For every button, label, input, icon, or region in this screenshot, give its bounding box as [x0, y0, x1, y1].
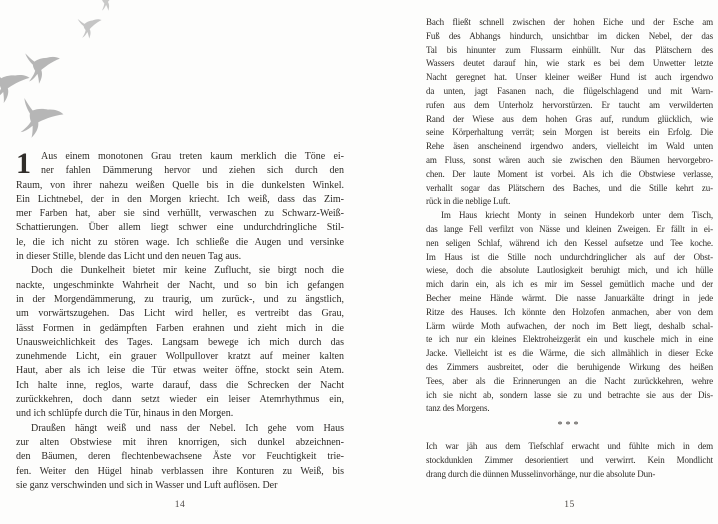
text-line: Rand der Wiese aus dem hohen Gras auf, rundum glücklich, wie: [426, 113, 713, 124]
page-number-right: 15: [564, 500, 575, 510]
text-line: Nacht geregnet hat. Unser kleiner weißer Hund ist auch irgendwo: [426, 72, 713, 83]
text-line: Ein Lichtnebel, der in den Morgen kriecht. Ich weiß, dass das Zim-: [16, 193, 344, 205]
text-line: Schattierungen. Über allem liegt schwer eine undurchdringliche Stil-: [16, 222, 344, 234]
text-line: in dieser Stille, blende das Licht und den neuen Tag aus.: [16, 251, 242, 263]
text-line: das lange Fell verfilzt von Nässe und kleinen Zweigen. Er fällt in ei-: [426, 223, 713, 234]
text-line: drang durch die dünnen Musselinvorhänge, nur die absolute Dun-: [426, 468, 656, 479]
text-line: seine Körperhaltung verrät; sein Morgen ist bereits ein Erfolg. Die: [426, 127, 713, 138]
text-line: Im Haus kriecht Monty in seinen Hundekorb unter dem Tisch,: [441, 210, 713, 221]
text-line: Aus einem monotonen Grau treten kaum merklich die Töne ei-: [41, 151, 344, 162]
text-line: Bach fließt schnell zwischen der hohen Eiche und der Esche am: [426, 17, 713, 27]
text-line: mer Farben hat, aber sie sind verhüllt, verwaschen zu Schwarz-Weiß-: [16, 208, 344, 220]
left-page-text: [16, 147, 344, 493]
page-number-left: 14: [174, 500, 186, 510]
text-line: ner fahlen Dämmerung hervor und ziehen sich durch den: [41, 165, 344, 177]
text-line: chen. Der laute Moment ist vorbei. Als ich die Obstwiese verlasse,: [426, 168, 713, 179]
text-line: da unten, jagt Fasanen nach, die flügelschlagend und mit Warn-: [426, 85, 713, 96]
text-line: am Fluss, sonst wären auch sie zwischen den Bäumen hervorgebro-: [426, 154, 713, 165]
text-line: le, die ich nicht zu stören wage. Ich schließe die Augen und versinke: [16, 236, 344, 248]
right-page-text: [426, 16, 713, 481]
text-line: und ich schlüpfe durch die Tür, hinaus in den Morgen.: [16, 408, 234, 420]
text-line: Wassers deutet darauf hin, wie stark es bei dem Unwetter letzte: [426, 58, 713, 69]
text-line: Ritze des Hauses. Ich könnte den Holzofen anmachen, aber von dem: [426, 306, 713, 317]
text-line: lässt Formen in gedämpften Farben erahnen und zieht mich in die: [16, 322, 344, 334]
text-line: ich sie nicht ab, sondern lasse sie zu und betrachte sie aus der Dis-: [426, 389, 713, 400]
text-line: Ich halte inne, reglos, warte darauf, dass die Schrecken der Nacht: [16, 379, 344, 391]
section-separator: ***: [557, 420, 582, 432]
text-line: Tal bis hinunter zum Flussarm einhüllt. Nur das Plätschern des: [426, 44, 713, 55]
text-line: zur alten Obstwiese mit ihren knorrigen, sich dunkel abzeichnen-: [16, 436, 344, 448]
text-line: Jacke. Vielleicht ist es die Wärme, die sich allmählich in dieser Ecke: [426, 348, 713, 359]
text-line: Draußen hängt weiß und nass der Nebel. Ich gehe vom Haus: [31, 422, 344, 434]
text-line: Ich war jäh aus dem Tiefschlaf erwacht und fühlte mich in dem: [426, 440, 713, 451]
text-line: fen. Weiter den Hügel hinab verblassen ihre Konturen zu Weiß, bis: [16, 465, 344, 477]
text-line: mich darin ein, als ich es mir im Sessel gemütlich mache und der: [426, 279, 713, 290]
text-line: den Bäumen, deren flechtenbewachsene Äste vor Feuchtigkeit trie-: [16, 451, 344, 463]
text-line: te ich nur ein kleines Elektroheizgerät ein und kuschele mich in eine: [426, 334, 713, 345]
left-page-body: [16, 147, 344, 493]
text-line: Haut, aber als ich leise die Tür etwas weiter öffne, stockt sein Atem.: [16, 365, 344, 377]
text-line: Unausweichlichkeit des Tages. Langsam bewege ich mich durch das: [16, 336, 344, 348]
text-line: Lärm würde Moth aufwachen, der noch im Bett liegt, deshalb schal-: [426, 320, 713, 331]
text-line: Fuß des Abhangs hindurch, unsichtbar im dicken Nebel, der das: [426, 30, 713, 41]
text-line: sie ganz verschwinden und sich in Wasser und Luft auflösen. Der: [16, 479, 278, 491]
text-line: Tees, aber als die Erinnerungen an die Nacht zurückkehren, wehre: [426, 375, 713, 386]
text-line: Raum, von ihrer nahezu weißen Quelle bis in die dunkelsten Winkel.: [16, 179, 344, 191]
text-line: des Zimmers ausbreitet, oder die beruhigende Wirkung des heißen: [426, 361, 713, 372]
text-line: nackte, ungeschminkte Wahrheit der Nacht, und so bin ich gefangen: [16, 279, 344, 291]
text-line: rufen aus dem Unterholz hervorstürzen. Er taucht am verwilderten: [426, 99, 713, 110]
text-line: zurückkehren, doch dann setzt wieder ein leiser Atemrhythmus ein,: [16, 394, 344, 406]
swallow-icon: [12, 91, 68, 147]
text-line: Im Haus ist die Stille noch undurchdringlicher als auf der Obst-: [426, 251, 713, 262]
text-line: stockdunklen Zimmer desorientiert und verwirrt. Kein Mondlicht: [426, 454, 713, 465]
text-line: Becher meine Hände wärmt. Die nasse Januarkälte dringt in jede: [426, 292, 713, 303]
text-line: nen seligen Schlaf, während ich den Kessel aufsetze und Tee koche.: [426, 237, 713, 248]
swallow-icon: [76, 13, 105, 42]
text-line: verhallt sogar das Plätschern des Baches, und die Stille kehrt zu-: [426, 182, 713, 193]
text-line: um vorwärtszugehen. Das Licht wird heller, es vertreibt das Grau,: [16, 308, 344, 320]
text-line: Rehe äsen anscheinend irgendwo anders, vielleicht im Wald unten: [426, 141, 713, 152]
text-line: tanz des Morgens.: [426, 403, 490, 414]
text-line: in der Morgendämmerung, zu traurig, um zurück-, und zu ängstlich,: [16, 293, 344, 305]
right-page-body: [426, 16, 713, 481]
text-line: zunehmende Licht, ein grauer Wollpullover kratzt auf meiner kalten: [16, 351, 344, 363]
text-line: wiese, doch die absolute Lautlosigkeit beruhigt mich, und ich hülle: [426, 265, 713, 276]
text-line: Doch die Dunkelheit bietet mir keine Zuflucht, sie birgt noch die: [31, 265, 344, 277]
text-line: rück in die neblige Luft.: [426, 196, 511, 207]
chapter-number-dropcap: 1: [16, 147, 31, 180]
